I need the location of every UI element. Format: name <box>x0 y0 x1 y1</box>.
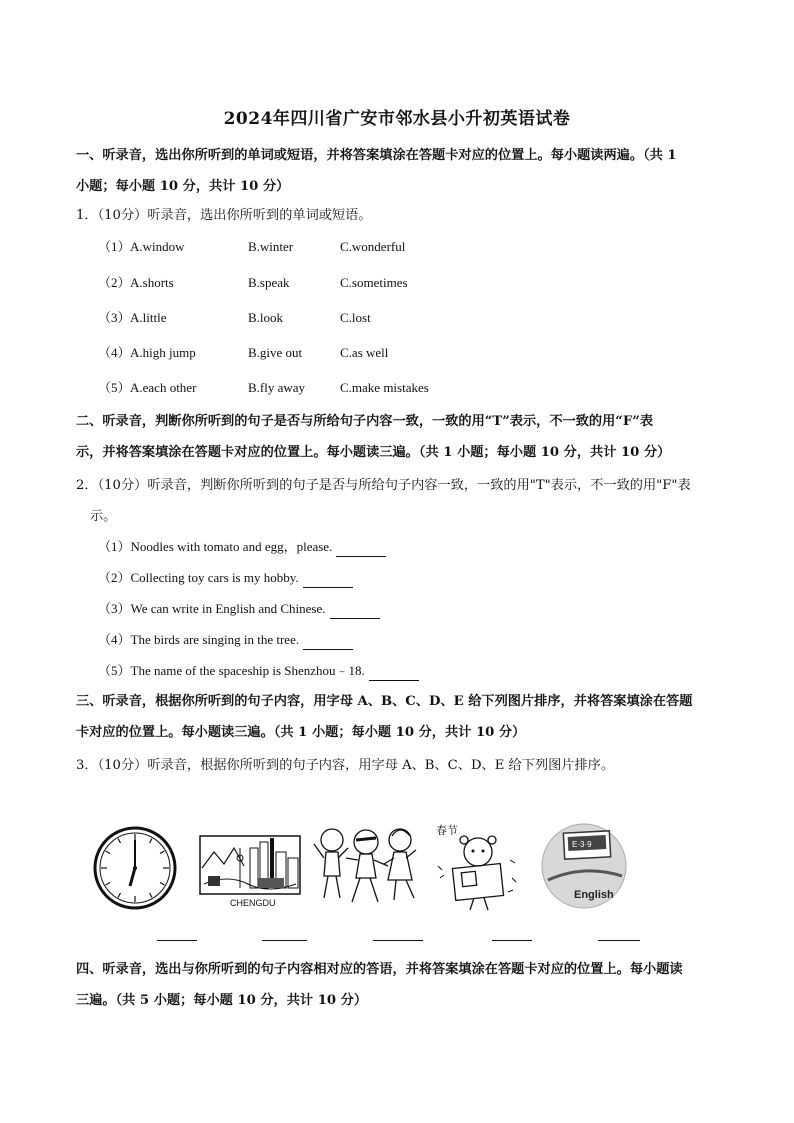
question-1: 1．（10分）听录音，选出你所听到的单词或短语。 <box>76 208 372 223</box>
svg-text:E·3·9: E·3·9 <box>572 840 592 849</box>
option-num: （1） <box>98 239 131 254</box>
sentence-5 <box>98 661 419 681</box>
option-b: B.speak <box>248 275 290 290</box>
sentence-text: （4）The birds are singing in the tree. <box>98 632 300 647</box>
option-num: （5） <box>98 380 131 395</box>
sentence-text: （2）Collecting toy cars is my hobby. <box>98 570 299 585</box>
sentence-text: （3）We can write in English and Chinese. <box>98 601 326 616</box>
option-a: A.high jump <box>130 345 196 360</box>
option-num: （4） <box>98 345 131 360</box>
page-title: 2024年四川省广安市邻水县小升初英语试卷 <box>223 109 571 129</box>
option-a: A.window <box>130 239 185 254</box>
book-caption: English <box>574 889 614 901</box>
answer-blank[interactable] <box>303 573 353 588</box>
option-num: （3） <box>98 310 131 325</box>
city-skyline-icon <box>198 818 302 913</box>
picture-answer-blank-5[interactable] <box>598 940 640 941</box>
option-num: （2） <box>98 275 131 290</box>
children-playing-icon <box>312 818 424 913</box>
sentence-text: （1）Noodles with tomato and egg，please. <box>98 539 333 554</box>
option-c: C.sometimes <box>340 275 408 290</box>
section-4-heading-line1: 四、听录音，选出与你所听到的句子内容相对应的答语，并将答案填涂在答题卡对应的位置上。每小题读 <box>76 962 683 977</box>
option-c: C.lost <box>340 310 371 325</box>
section-3-heading-line1: 三、听录音，根据你所听到的句子内容，用字母 A、B、C、D、E 给下列图片排序，并将答案填涂在答题 <box>76 694 693 709</box>
city-caption: CHENGDU <box>230 898 276 908</box>
question-3: 3．（10分）听录音，根据你所听到的句子内容，用字母 A、B、C、D、E 给下列图片排序。 <box>76 758 615 773</box>
option-c: C.wonderful <box>340 239 406 254</box>
sentence-4 <box>98 630 353 650</box>
option-b: B.winter <box>248 239 294 254</box>
option-b: B.look <box>248 310 284 325</box>
section-4-heading-line2: 三遍。（共 5 小题；每小题 10 分，共计 10 分） <box>76 993 368 1008</box>
section-1-heading-line1: 一、听录音，选出你所听到的单词或短语，并将答案填涂在答题卡对应的位置上。每小题读两遍。（共 1 <box>76 148 677 163</box>
picture-answer-blank-1[interactable] <box>157 940 197 941</box>
section-4-heading <box>76 954 722 1016</box>
option-c: C.make mistakes <box>340 380 429 395</box>
picture-answer-blank-2[interactable] <box>262 940 307 941</box>
option-a: A.each other <box>130 380 197 395</box>
sentence-1 <box>98 537 386 557</box>
picture-answer-blank-3[interactable] <box>373 940 423 941</box>
option-b: B.give out <box>248 345 303 360</box>
english-book-icon <box>538 818 630 913</box>
question-2 <box>76 470 722 532</box>
answer-blank[interactable] <box>330 604 380 619</box>
option-a: A.shorts <box>130 275 174 290</box>
section-2-heading-line2: 示，并将答案填涂在答题卡对应的位置上。每小题读三遍。（共 1 小题；每小题 10 分，共计 10 分） <box>76 445 671 460</box>
sentence-text: （5）The name of the spaceship is Shenzhou﹣18. <box>98 663 365 678</box>
section-1-heading <box>76 140 722 202</box>
sentence-2 <box>98 568 353 588</box>
sentence-3 <box>98 599 380 619</box>
option-b: B.fly away <box>248 380 306 395</box>
section-3-heading <box>76 686 722 748</box>
option-c: C.as well <box>340 345 389 360</box>
section-2-heading <box>76 406 722 468</box>
clock-icon <box>92 818 178 913</box>
spring-festival-girl-icon <box>434 818 522 913</box>
question-2-line1: 2．（10分）听录音，判断你所听到的句子是否与所给句子内容一致，一致的用"T"表示，不一致的用"F"表 <box>76 478 691 493</box>
festival-caption: 春节 <box>436 824 458 837</box>
section-3-heading-line2: 卡对应的位置上。每小题读三遍。（共 1 小题；每小题 10 分，共计 10 分） <box>76 725 526 740</box>
section-1-heading-line2: 小题；每小题 10 分，共计 10 分） <box>76 179 290 194</box>
picture-answer-blank-4[interactable] <box>492 940 532 941</box>
section-2-heading-line1: 二、听录音，判断你所听到的句子是否与所给句子内容一致，一致的用“T”表示，不一致的用“F”表 <box>76 414 654 429</box>
option-a: A.little <box>130 310 167 325</box>
answer-blank[interactable] <box>369 666 419 681</box>
answer-blank[interactable] <box>336 542 386 557</box>
question-2-line2: 示。 <box>90 509 117 524</box>
answer-blank[interactable] <box>303 635 353 650</box>
